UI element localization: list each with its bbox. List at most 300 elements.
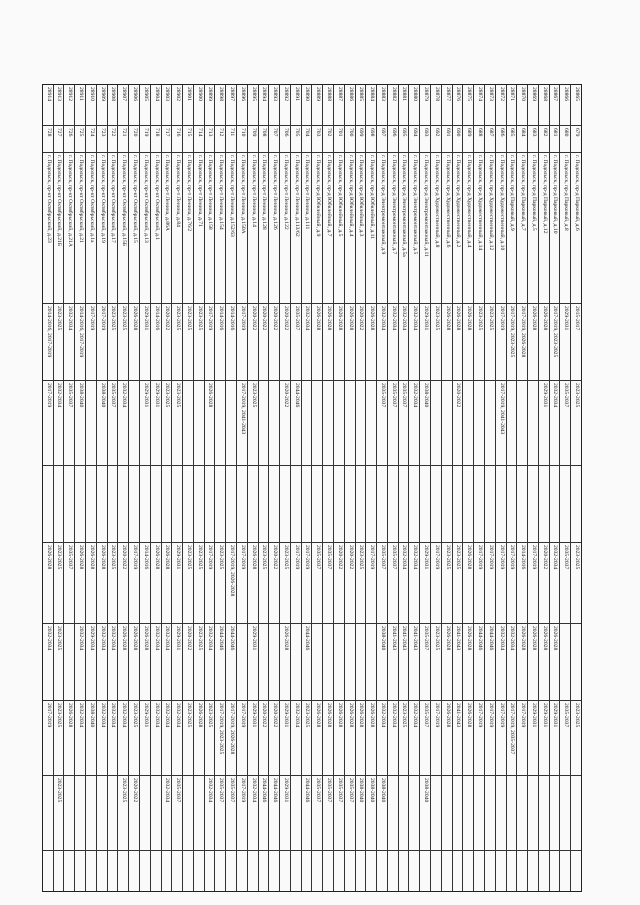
table-cell: г. Подольск, пр-кт Октябрьский, д.15Б [118, 153, 128, 304]
table-row [150, 85, 161, 891]
table-cell [280, 466, 290, 543]
table-row [128, 85, 139, 891]
table-cell [528, 381, 538, 466]
table-cell: г. Подольск, пр-т Ленина, д.14 [248, 153, 258, 304]
table-cell: 2032-2034 [410, 701, 420, 776]
table-cell: 2035-2037 [334, 776, 344, 851]
table-cell: 2029-2031 [280, 776, 290, 851]
table-cell: 2023-2025 [54, 701, 64, 776]
table-cell [496, 466, 506, 543]
table-cell: 2032-2034 [302, 304, 312, 381]
table-cell: 2020-2022 [248, 304, 258, 381]
table-row [139, 85, 150, 891]
table-cell: 2017-2019 [431, 701, 441, 776]
table-cell: 693 [420, 126, 430, 153]
table-cell: г. Подольск, пр-кт Октябрьский, д.21 [75, 153, 85, 304]
table-cell: г. Подольск, пр-т Ленина, д.154 [215, 153, 225, 304]
table-row [43, 85, 53, 891]
table-cell: 680 [560, 126, 570, 153]
table-cell [334, 381, 344, 466]
table-cell: 727 [54, 126, 64, 153]
table-cell: 2026-2028 [312, 701, 322, 776]
table-cell [453, 776, 463, 851]
table-row [409, 85, 420, 891]
table-cell: 2032-2034 [118, 701, 128, 776]
table-cell [183, 851, 193, 891]
table-row [365, 85, 376, 891]
table-cell [269, 381, 279, 466]
table-cell [140, 851, 150, 891]
table-cell: г. Подольск, пр-д Парковый, д.5 [528, 153, 538, 304]
table-cell [118, 851, 128, 891]
table-cell: 701 [334, 126, 344, 153]
table-cell [259, 624, 269, 701]
table-cell [560, 624, 570, 701]
table-cell: 2035-2037 [215, 776, 225, 851]
table-cell [291, 776, 301, 851]
table-cell: г. Подольск, пр-т Ленина, д.128 [259, 153, 269, 304]
table-cell: 2017-2019, 2023-2025 [507, 304, 517, 381]
table-cell: г. Подольск, пр-д Юбилейный, д.9 [312, 153, 322, 304]
table-cell: г. Подольск, пр-д Парковый, д.8 [560, 153, 570, 304]
table-cell: 717 [162, 126, 172, 153]
table-cell: 2032-2034 [162, 701, 172, 776]
table-cell: 2038-2040 [377, 776, 387, 851]
table-cell: 28902 [172, 85, 182, 126]
table-cell [410, 776, 420, 851]
table-cell: 2026-2028 [194, 701, 204, 776]
table-cell: 2026-2028 [366, 701, 376, 776]
table-cell: 2026-2028 [463, 543, 473, 624]
table-cell: 2017-2019 [43, 701, 53, 776]
table-cell: 689 [463, 126, 473, 153]
table-cell: 2023-2025 [248, 381, 258, 466]
table-row [117, 85, 128, 891]
table-cell: 2035-2037 [388, 381, 398, 466]
table-cell: 692 [431, 126, 441, 153]
table-cell: 2026-2028 [356, 701, 366, 776]
table-row [484, 85, 495, 891]
table-cell [97, 851, 107, 891]
table-cell: 700 [345, 126, 355, 153]
table-cell: г. Подольск, пр-д Художественный, д.4 [463, 153, 473, 304]
table-cell: 705 [291, 126, 301, 153]
table-cell [528, 466, 538, 543]
table-cell: 2035-2037 [560, 543, 570, 624]
table-cell: г. Подольск, пр-д Парковый, д.12 [539, 153, 549, 304]
table-cell: 2026-2028 [323, 304, 333, 381]
table-cell: 2032-2034 [205, 624, 215, 701]
table-cell [323, 466, 333, 543]
table-cell: 28871 [507, 85, 517, 126]
table-cell: 2020-2022 [269, 543, 279, 624]
table-cell [431, 851, 441, 891]
table-cell [485, 466, 495, 543]
table-cell: 2026-2028 [442, 624, 452, 701]
table-cell [97, 466, 107, 543]
table-row [74, 85, 85, 891]
table-cell [345, 466, 355, 543]
table-cell: 28904 [151, 85, 161, 126]
table-cell: 2023-2025 [302, 701, 312, 776]
table-row [473, 85, 484, 891]
repair-schedule-table [42, 84, 582, 892]
table-row [344, 85, 355, 891]
table-cell: 28884 [366, 85, 376, 126]
table-cell: 2035-2037 [108, 381, 118, 466]
table-cell [86, 851, 96, 891]
table-cell: 2017-2019 [205, 543, 215, 624]
table-row [516, 85, 527, 891]
table-cell [463, 466, 473, 543]
table-cell [205, 851, 215, 891]
table-cell [550, 851, 560, 891]
table-cell [366, 851, 376, 891]
table-cell: 28889 [312, 85, 322, 126]
table-cell [539, 851, 549, 891]
table-cell: 2032-2034 [151, 624, 161, 701]
table-cell: 2026-2028 [517, 624, 527, 701]
table-cell: 2041-2043 [453, 701, 463, 776]
table-cell: 2023-2025 [162, 381, 172, 466]
table-cell: 2035-2037 [377, 381, 387, 466]
table-cell: 697 [377, 126, 387, 153]
table-cell: 28880 [410, 85, 420, 126]
table-row [559, 85, 570, 891]
table-cell: г. Подольск, пр-кт Октябрьский, д.1а [86, 153, 96, 304]
table-cell: 686 [496, 126, 506, 153]
table-cell [463, 381, 473, 466]
table-cell: 2026-2028 [248, 543, 258, 624]
table-cell: 2041-2043 [453, 624, 463, 701]
table-cell: 2014-2016, 2017-2019 [43, 304, 53, 381]
table-cell: 715 [183, 126, 193, 153]
table-cell [65, 466, 75, 543]
table-cell [291, 851, 301, 891]
table-cell [431, 776, 441, 851]
table-cell: 710 [237, 126, 247, 153]
table-cell [140, 466, 150, 543]
table-cell [560, 776, 570, 851]
table-cell: 2017-2019 [237, 701, 247, 776]
table-cell: 2017-2019 [205, 304, 215, 381]
table-cell: 2029-2031 [539, 701, 549, 776]
table-row [570, 85, 581, 891]
table-cell: 2032-2034 [496, 624, 506, 701]
table-cell: 2017-2019, 2041-2043 [237, 381, 247, 466]
table-cell [172, 851, 182, 891]
table-cell: г. Подольск, пр-д Парковый, д.6 [571, 153, 581, 304]
table-cell: 2029-2031 [140, 381, 150, 466]
table-cell: 2020-2022 [539, 543, 549, 624]
table-cell [312, 466, 322, 543]
table-row [171, 85, 182, 891]
table-cell [388, 466, 398, 543]
table-cell: 2032-2034 [75, 701, 85, 776]
table-cell: 2035-2037 [560, 701, 570, 776]
table-cell: 28891 [291, 85, 301, 126]
table-row [96, 85, 107, 891]
table-cell: 2026-2028 [323, 701, 333, 776]
table-cell: 28866 [560, 85, 570, 126]
table-row [268, 85, 279, 891]
table-cell [269, 851, 279, 891]
table-cell: 2032-2034 [550, 381, 560, 466]
table-cell [226, 851, 236, 891]
table-cell: 2023-2025 [172, 304, 182, 381]
table-cell: 28911 [75, 85, 85, 126]
table-cell: 2038-2040 [356, 776, 366, 851]
table-cell: 28887 [334, 85, 344, 126]
table-cell [269, 624, 279, 701]
table-cell [302, 381, 312, 466]
table-cell: г. Подольск, пр-д Юбилейный, д.5 [334, 153, 344, 304]
table-cell: 2026-2028 [539, 304, 549, 381]
table-cell: 2020-2022 [280, 304, 290, 381]
table-cell [194, 776, 204, 851]
table-cell: 2017-2019 [237, 304, 247, 381]
table-cell: 2017-2019 [237, 776, 247, 851]
table-row [193, 85, 204, 891]
table-cell: 2035-2037 [399, 381, 409, 466]
table-cell: 719 [140, 126, 150, 153]
table-cell: 2041-2043 [399, 624, 409, 701]
table-cell [97, 776, 107, 851]
table-cell [453, 466, 463, 543]
table-cell [334, 624, 344, 701]
table-cell: 2014-2016 [215, 304, 225, 381]
table-cell: 2035-2037 [65, 381, 75, 466]
table-cell: г. Подольск, пр-д Парковый, д.7 [517, 153, 527, 304]
table-cell: 28882 [388, 85, 398, 126]
table-cell [517, 466, 527, 543]
table-cell [86, 381, 96, 466]
table-cell [507, 776, 517, 851]
table-cell: 2017-2019, 2041-2043 [496, 381, 506, 466]
table-cell: 2038-2040 [420, 776, 430, 851]
table-row [161, 85, 172, 891]
table-cell [356, 851, 366, 891]
table-cell: 2035-2037 [291, 304, 301, 381]
table-cell [118, 466, 128, 543]
table-cell: 2032-2034 [550, 543, 560, 624]
table-cell [194, 466, 204, 543]
table-cell [388, 851, 398, 891]
table-cell [474, 776, 484, 851]
table-cell: г. Подольск, пр-т Ленина, д.86А [162, 153, 172, 304]
table-cell: г. Подольск, пр-кт Октябрьский, д.21Б [54, 153, 64, 304]
table-cell: 687 [485, 126, 495, 153]
table-cell [571, 776, 581, 851]
table-cell: 2032-2034 [507, 624, 517, 701]
table-cell: 724 [86, 126, 96, 153]
table-cell: 2026-2028 [75, 543, 85, 624]
table-cell: 2017-2019, 2035-2037 [507, 701, 517, 776]
table-cell: 2032-2034 [388, 701, 398, 776]
table-cell: г. Подольск, пр-д Художественный, д.8 [431, 153, 441, 304]
table-cell: г. Подольск, пр-д Электромонтажный, д.11 [420, 153, 430, 304]
table-cell: 28888 [323, 85, 333, 126]
table-cell [323, 381, 333, 466]
table-cell: г. Подольск, пр-кт Октябрьский, д.21А [65, 153, 75, 304]
table-cell: 28893 [269, 85, 279, 126]
table-cell [550, 466, 560, 543]
table-cell: 2023-2025 [54, 304, 64, 381]
table-cell [571, 466, 581, 543]
table-cell [420, 851, 430, 891]
table-cell: 2044-2046 [485, 624, 495, 701]
table-cell: 2023-2025 [280, 543, 290, 624]
table-cell: 2020-2022 [269, 701, 279, 776]
table-cell: 2032-2034 [410, 381, 420, 466]
table-cell: 2038-2040 [86, 701, 96, 776]
table-cell [162, 851, 172, 891]
table-cell [312, 381, 322, 466]
table-cell: 2038-2040 [366, 776, 376, 851]
table-cell: 28899 [205, 85, 215, 126]
table-cell [507, 381, 517, 466]
table-row [538, 85, 549, 891]
table-cell: 28872 [496, 85, 506, 126]
table-cell: 2032-2034 [108, 701, 118, 776]
table-cell: 2023-2025 [431, 624, 441, 701]
table-cell [259, 851, 269, 891]
table-cell [560, 851, 570, 891]
table-cell: 2032-2034 [118, 381, 128, 466]
table-cell: 28914 [43, 85, 53, 126]
table-cell [162, 466, 172, 543]
table-cell: 2029-2031 [420, 543, 430, 624]
table-cell [485, 776, 495, 851]
table-row [204, 85, 215, 891]
table-cell [194, 381, 204, 466]
table-cell: 2023-2025 [442, 543, 452, 624]
table-cell: 2032-2034 [65, 304, 75, 381]
table-cell: 2023-2025 [259, 543, 269, 624]
table-cell [43, 776, 53, 851]
table-cell: 2032-2034 [410, 304, 420, 381]
table-cell: г. Подольск, пр-д Художественный, д.6 [442, 153, 452, 304]
table-cell: 2032-2034 [172, 701, 182, 776]
table-cell: 28886 [345, 85, 355, 126]
table-cell: 28890 [302, 85, 312, 126]
table-cell: 2023-2025 [172, 381, 182, 466]
table-cell: 28877 [442, 85, 452, 126]
table-cell: 2044-2046 [474, 624, 484, 701]
table-cell: г. Подольск, пр-т Ленина, д.76/2 [183, 153, 193, 304]
table-cell [54, 851, 64, 891]
table-cell: 2026-2028 [129, 624, 139, 701]
table-cell: 2026-2028 [65, 701, 75, 776]
table-cell [215, 466, 225, 543]
table-cell [302, 851, 312, 891]
table-cell: 2023-2025 [54, 776, 64, 851]
table-cell: 2020-2022 [334, 543, 344, 624]
table-row [279, 85, 290, 891]
table-cell [183, 466, 193, 543]
table-cell: 2032-2034 [410, 543, 420, 624]
table-cell [75, 776, 85, 851]
table-cell [194, 851, 204, 891]
table-cell: 2035-2037 [312, 543, 322, 624]
table-cell: 2035-2037 [388, 543, 398, 624]
table-cell: 2014-2016, 2017-2019 [75, 304, 85, 381]
table-cell: 2026-2028 [162, 543, 172, 624]
table-cell [507, 851, 517, 891]
table-cell: 720 [129, 126, 139, 153]
table-cell: 2017-2019 [474, 701, 484, 776]
table-cell: 703 [312, 126, 322, 153]
table-cell: 2020-2022 [183, 624, 193, 701]
table-cell: г. Подольск, пр-т Ленина, д.150А [237, 153, 247, 304]
table-cell: 2020-2022 [453, 381, 463, 466]
table-cell [151, 851, 161, 891]
table-cell: 2026-2028 [528, 304, 538, 381]
table-cell: 2017-2019 [496, 543, 506, 624]
table-cell: 2017-2019 [237, 543, 247, 624]
table-cell [410, 466, 420, 543]
table-cell: 2029-2031 [140, 701, 150, 776]
table-cell: г. Подольск, пр-д Художественный, д.10 [496, 153, 506, 304]
table-cell: 728 [43, 126, 53, 153]
table-cell: г. Подольск, пр-т Ленина, д.113/62 [291, 153, 301, 304]
table-cell: 2032-2034 [75, 624, 85, 701]
table-cell: 2023-2025 [571, 381, 581, 466]
table-cell: 2017-2019 [366, 543, 376, 624]
table-cell: г. Подольск, пр-т Ленина, д.152/63 [226, 153, 236, 304]
table-cell: 28910 [86, 85, 96, 126]
table-row [214, 85, 225, 891]
table-cell: 2015-2017 [571, 304, 581, 381]
table-cell: г. Подольск, пр-кт Октябрьский, д.15 [129, 153, 139, 304]
table-cell: г. Подольск, пр-д Парковый, д.9 [507, 153, 517, 304]
table-cell [248, 466, 258, 543]
table-cell: 2020-2022 [129, 776, 139, 851]
table-cell: 2035-2037 [560, 381, 570, 466]
table-cell: 712 [215, 126, 225, 153]
table-cell: 2026-2028 [86, 543, 96, 624]
table-cell: г. Подольск, пр-кт Октябрьский, д.1 [151, 153, 161, 304]
table-cell [43, 466, 53, 543]
table-cell: 679 [571, 126, 581, 153]
table-cell: 2032-2034 [43, 624, 53, 701]
table-cell [356, 381, 366, 466]
table-cell: 2026-2028 [550, 624, 560, 701]
table-cell: 2044-2046 [302, 624, 312, 701]
table-cell: 2026-2028 [97, 543, 107, 624]
table-cell: 28875 [463, 85, 473, 126]
table-cell: г. Подольск, пр-т Ленина, д.111 [302, 153, 312, 304]
table-cell: 683 [528, 126, 538, 153]
table-cell: 28892 [280, 85, 290, 126]
table-cell: 2017-2019 [528, 543, 538, 624]
table-cell: 682 [539, 126, 549, 153]
table-cell [291, 624, 301, 701]
table-cell: 2014-2016 [140, 543, 150, 624]
table-cell: 2014-2016 [226, 304, 236, 381]
table-cell: 709 [248, 126, 258, 153]
table-cell: 2029-2031 [420, 304, 430, 381]
table-cell: 28869 [528, 85, 538, 126]
table-cell: 28894 [259, 85, 269, 126]
table-cell [496, 776, 506, 851]
table-cell [302, 466, 312, 543]
table-cell: 28870 [517, 85, 527, 126]
table-cell: 2017-2019 [291, 543, 301, 624]
table-cell: 2023-2025 [183, 304, 193, 381]
table-cell: 2044-2046 [302, 776, 312, 851]
table-cell: г. Подольск, пр-д Электромонтажный, д.7 [388, 153, 398, 304]
